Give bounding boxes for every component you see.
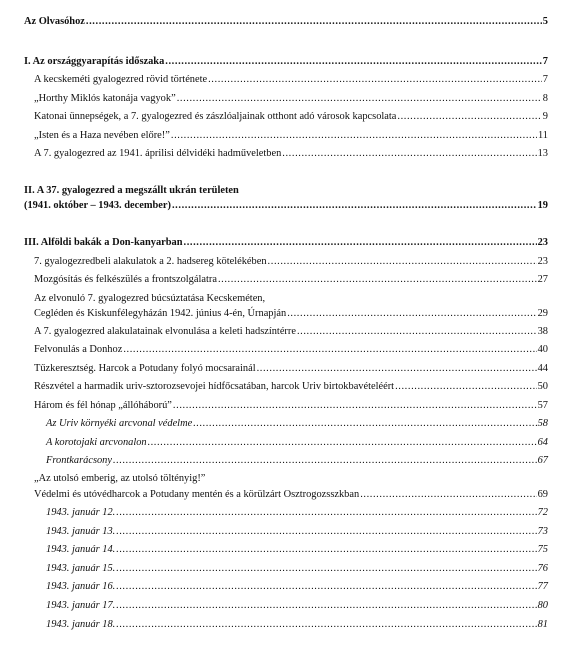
toc-entry-title: 1943. január 18. (46, 619, 116, 630)
toc-entry-title: Tűzkeresztség. Harcok a Potudany folyó mocsarainál (34, 363, 256, 374)
toc-entry-title: Az elvonuló 7. gyalogezred búcsúztatása Kecskeméten, (34, 293, 266, 304)
toc-page-number: 8 (542, 93, 548, 104)
toc-page-number: 7 (542, 74, 548, 85)
toc-entry-title: Az Olvasóhoz (24, 16, 85, 27)
toc-page-number: 27 (537, 274, 548, 285)
toc-entry-title: Három és fél hónap „állóháború” (34, 400, 172, 411)
toc-entry-title: II. A 37. gyalogezred a megszállt ukrán területen (24, 185, 239, 196)
toc-entry-title: Részvétel a harmadik uriv-sztorozsevojei hídfőcsatában, harcok Uriv birtokbavételéért (34, 381, 395, 392)
toc-entry-title: 1943. január 17. (46, 600, 116, 611)
dot-leader (395, 380, 537, 393)
toc-entry-title: „Horthy Miklós katonája vagyok” (34, 93, 176, 104)
toc-page-number: 81 (537, 619, 548, 630)
dot-leader (173, 399, 537, 412)
toc-page-number: 29 (537, 308, 548, 319)
dot-leader (218, 273, 537, 286)
toc-entry-title: Felvonulás a Donhoz (34, 344, 123, 355)
toc-page-number: 13 (537, 148, 548, 159)
toc-entry-title: Mozgósítás és felkészülés a frontszolgálatra (34, 274, 217, 285)
toc-page-number: 58 (537, 418, 548, 429)
dot-leader (116, 543, 536, 556)
toc-page-number: 77 (537, 581, 548, 592)
toc-entry-title-continued: Cegléden és Kiskunfélegyházán 1942. június 4-én, Úrnapján (34, 308, 287, 319)
dot-leader (171, 129, 537, 142)
dot-leader (148, 436, 537, 449)
toc-entry-title: 1943. január 14. (46, 544, 116, 555)
toc-entry-title: Az Uriv környéki arcvonal védelme (46, 418, 193, 429)
toc-entry-title: Katonai ünnepségek, a 7. gyalogezred és zászlóaljainak otthont adó városok kapcsolata (34, 111, 397, 122)
toc-page-number: 50 (537, 381, 548, 392)
toc-page-number: 23 (537, 256, 548, 267)
toc-page-number: 72 (537, 507, 548, 518)
dot-leader (177, 92, 542, 105)
toc-page-number: 7 (542, 56, 548, 67)
toc-page-number: 69 (537, 489, 548, 500)
toc-entry-title: A kecskeméti gyalogezred rövid története (34, 74, 208, 85)
dot-leader (113, 454, 537, 467)
dot-leader (116, 562, 536, 575)
dot-leader (360, 488, 536, 501)
toc-page-number: 73 (537, 526, 548, 537)
toc-page-number: 67 (537, 455, 548, 466)
toc-entry-title: III. Alföldi bakák a Don-kanyarban (24, 237, 183, 248)
toc-page-number: 40 (537, 344, 548, 355)
dot-leader (268, 255, 537, 268)
toc-page-number: 9 (542, 111, 548, 122)
toc-entry-title: 1943. január 16. (46, 581, 116, 592)
dot-leader (123, 343, 536, 356)
toc-page-number: 57 (537, 400, 548, 411)
toc-entry-title-continued: (1941. október – 1943. december) (24, 200, 171, 211)
toc-entry-title: „Isten és a Haza nevében előre!” (34, 130, 170, 141)
dot-leader (116, 580, 536, 593)
toc-page-number: 80 (537, 600, 548, 611)
toc-page-number: 19 (537, 200, 548, 211)
toc-entry-title: A korotojaki arcvonalon (46, 437, 147, 448)
toc-page-number: 11 (537, 130, 548, 141)
toc-page-number: 76 (537, 563, 548, 574)
toc-entry-title: 7. gyalogezredbeli alakulatok a 2. hadsereg kötelékében (34, 256, 267, 267)
dot-leader (172, 199, 537, 212)
dot-leader (297, 325, 537, 338)
dot-leader (287, 307, 536, 320)
toc-entry-title: I. Az országgyarapítás időszaka (24, 56, 165, 67)
toc-page-number: 5 (542, 16, 548, 27)
toc-entry-title: Frontkarácsony (46, 455, 112, 466)
toc-entry-title: 1943. január 15. (46, 563, 116, 574)
toc-entry-title: A 7. gyalogezred az 1941. áprilisi délvidéki hadműveletben (34, 148, 282, 159)
dot-leader (208, 73, 542, 86)
dot-leader (165, 55, 542, 68)
toc-page-number: 23 (537, 237, 548, 248)
dot-leader (116, 599, 536, 612)
toc-entry-title: 1943. január 13. (46, 526, 116, 537)
dot-leader (257, 362, 537, 375)
dot-leader (282, 147, 536, 160)
dot-leader (86, 15, 542, 28)
dot-leader (116, 618, 536, 631)
toc-entry-title-continued: Védelmi és utóvédharcok a Potudany mentén és a körülzárt Osztrogozsszkban (34, 489, 360, 500)
toc-page-number: 64 (537, 437, 548, 448)
toc-page-number: 44 (537, 363, 548, 374)
toc-entry-title: „Az utolsó emberig, az utolsó töltényig!” (34, 473, 206, 484)
dot-leader (184, 236, 537, 249)
dot-leader (116, 506, 536, 519)
toc-page-number: 38 (537, 326, 548, 337)
toc-page-number: 75 (537, 544, 548, 555)
toc-entry-title: A 7. gyalogezred alakulatainak elvonulása a keleti hadszíntérre (34, 326, 296, 337)
toc-entry-title: 1943. január 12. (46, 507, 116, 518)
dot-leader (116, 525, 536, 538)
dot-leader (193, 417, 536, 430)
dot-leader (397, 110, 541, 123)
